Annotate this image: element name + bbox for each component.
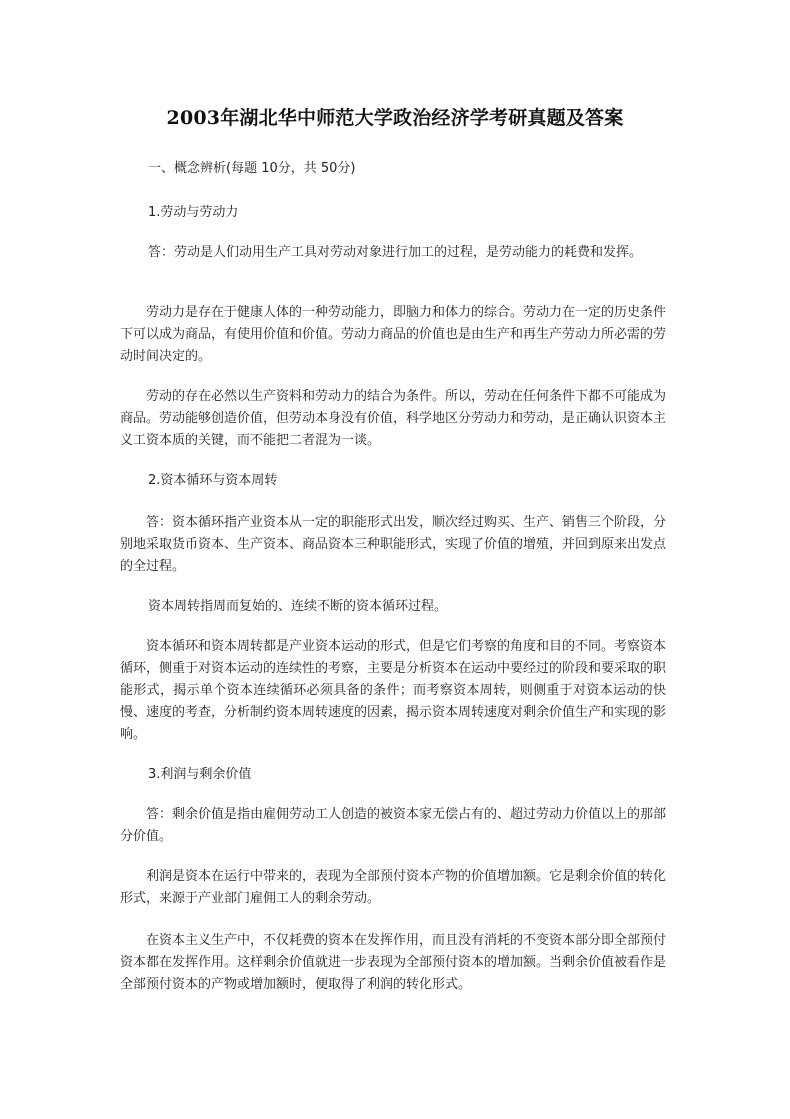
- question-1-answer-paragraph-2: 劳动力是存在于健康人体的一种劳动能力，即脑力和体力的综合。劳动力在一定的历史条件下可以成为商品，有使用价值和价值。劳动力商品的价值也是由生产和再生产劳动力所必需的劳动时间决定的。: [120, 305, 667, 364]
- question-2-answer-paragraph-1: 答：资本循环指产业资本从一定的职能形式出发，顺次经过购买、生产、销售三个阶段，分别地采取货币资本、生产资本、商品资本三种职能形式，实现了价值的增殖，并回到原来出发点的全过程。: [120, 515, 667, 574]
- question-2-heading: 2.资本循环与资本周转: [148, 473, 278, 488]
- question-3-heading: 3.利润与剩余价值: [148, 767, 252, 782]
- document-title: 2003年湖北华中师范大学政治经济学考研真题及答案: [166, 107, 624, 129]
- question-1-answer-paragraph-1: 答：劳动是人们动用生产工具对劳动对象进行加工的过程，是劳动能力的耗费和发挥。: [148, 245, 643, 260]
- question-3-answer-paragraph-2: 利润是资本在运行中带来的，表现为全部预付资本产物的价值增加额。它是剩余价值的转化形式，来源于产业部门雇佣工人的剩余劳动。: [120, 869, 667, 906]
- question-1-answer-paragraph-3: 劳动的存在必然以生产资料和劳动力的结合为条件。所以，劳动在任何条件下都不可能成为商品。劳动能够创造价值，但劳动本身没有价值，科学地区分劳动力和劳动，是正确认识资本主义工资本质的关键，而不能把二者混为一谈。: [120, 389, 667, 448]
- question-1-heading: 1.劳动与劳动力: [148, 205, 239, 220]
- section-heading: 一、概念辨析(每题 10分，共 50分): [148, 161, 356, 176]
- question-2-answer-paragraph-2: 资本周转指周而复始的、连续不断的资本循环过程。: [148, 599, 448, 614]
- question-3-answer-paragraph-3: 在资本主义生产中，不仅耗费的资本在发挥作用，而且没有消耗的不变资本部分即全部预付资本都在发挥作用。这样剩余价值就进一步表现为全部预付资本的增加额。当剩余价值被看作是全部预付资本的产物或增加额时，便取得了利润的转化形式。: [120, 933, 667, 992]
- question-3-answer-paragraph-1: 答：剩余价值是指由雇佣劳动工人创造的被资本家无偿占有的、超过劳动力价值以上的那部分价值。: [120, 807, 667, 844]
- question-2-answer-paragraph-3: 资本循环和资本周转都是产业资本运动的形式，但是它们考察的角度和目的不同。考察资本循环，侧重于对资本运动的连续性的考察，主要是分析资本在运动中要经过的阶段和要采取的职能形式，揭示单个资本连续循环必须具备的条件；而考察资本周转，则侧重于对资本运动的快慢、速度的考查，分析制约资本周转速度的因素，揭示资本周转速度对剩余价值生产和实现的影响。: [120, 639, 667, 742]
